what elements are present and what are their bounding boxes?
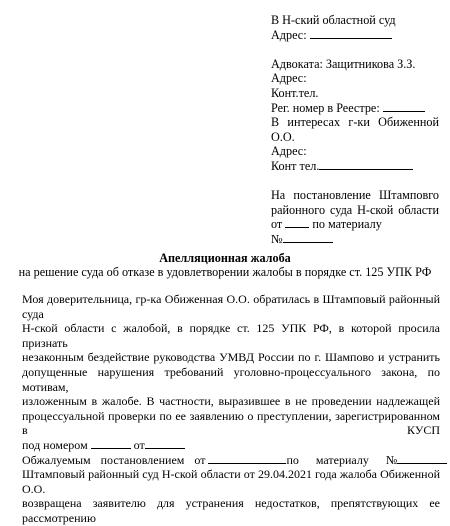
registration-date-blank xyxy=(145,438,185,449)
paragraph-2-line-2: Штамповый районный суд Н-ской области от 29.04.2021 года жалоба Обиженной О.О. xyxy=(22,467,440,496)
lawyer-registry xyxy=(271,101,439,116)
ruling-date-blank xyxy=(285,217,309,228)
paragraph-1-line-4: допущенные нарушения требований уголовно-процессуального закона, по мотивам, xyxy=(22,364,440,394)
document-subtitle: на решение суда об отказе в удовлетворении жалобы в порядке ст. 125 УПК РФ xyxy=(18,265,432,279)
registry-label: Рег. номер в Реестре: xyxy=(271,100,380,115)
paragraph-1-line-6: процессуальной проверки по ее заявлению о преступлении, зарегистрированном в КУСП xyxy=(22,408,440,438)
paragraph-1-line-2: Н-ской области с жалобой, в порядке ст. 125 УПК РФ, в которой просила признать xyxy=(22,321,440,350)
client-contact-label: Конт тел. xyxy=(271,158,320,173)
paragraph-1-line-1-text: Моя доверительница, гр-ка Обиженная О.О. обратилась в Штамповый районный суда xyxy=(22,292,440,321)
ruling-line-2: районного суда Н-ской области xyxy=(271,202,439,217)
appealed-material-blank xyxy=(397,453,447,464)
appealed-ruling-label: Обжалуемым постановлением от xyxy=(22,452,206,467)
registration-number-blank xyxy=(91,438,131,449)
lawyer-address: Адрес: xyxy=(271,71,307,86)
client-address: Адрес: xyxy=(271,144,307,159)
ruling-number-label: № xyxy=(271,231,283,246)
appealed-material-label: по материалу № xyxy=(286,452,398,467)
ruling-line-1: На постановление Штамповго xyxy=(271,188,439,203)
document-header xyxy=(271,13,439,247)
registration-date-label: от xyxy=(133,437,145,452)
client-contact xyxy=(271,159,439,174)
paragraph-2-line-1 xyxy=(22,453,440,468)
court-address xyxy=(271,28,439,43)
registry-blank xyxy=(383,101,425,112)
document-title: Апелляционная жалоба xyxy=(159,251,291,265)
paragraph-1-line-5: изложенным в жалобе. В частности, выразившее в не проведении надлежащей xyxy=(22,394,440,409)
paragraph-1-line-7 xyxy=(22,438,440,453)
lawyer-name: Адвоката: Защитникова З.З. xyxy=(271,56,416,71)
court-name: В Н-ский областной суд xyxy=(271,13,396,27)
interests-line-1: В интересах г-ки Обиженной xyxy=(271,115,439,130)
ruling-date-label: от xyxy=(271,217,283,232)
paragraph-1-line-3: незаконным бездействие руководства УМВД России по г. Шампово и устранить xyxy=(22,350,440,365)
paragraph-2-line-3: возвращена заявителю для устранения недостатков, препятствующих ее рассмотрению xyxy=(22,496,440,525)
ruling-material-label: по материалу xyxy=(312,217,382,232)
client-contact-blank xyxy=(319,159,413,170)
registration-number-label: под номером xyxy=(22,437,88,452)
ruling-number-blank xyxy=(283,232,333,243)
ruling-line-4 xyxy=(271,232,439,247)
paragraph-1-line-1 xyxy=(22,292,440,321)
appealed-ruling-date-blank xyxy=(208,453,286,464)
court-address-label: Адрес: xyxy=(271,27,307,42)
court-address-blank xyxy=(310,28,392,39)
document-body xyxy=(22,292,440,526)
ruling-line-3 xyxy=(271,217,439,232)
interests-line-2: О.О. xyxy=(271,129,295,144)
lawyer-contact: Конт.тел. xyxy=(271,85,319,100)
